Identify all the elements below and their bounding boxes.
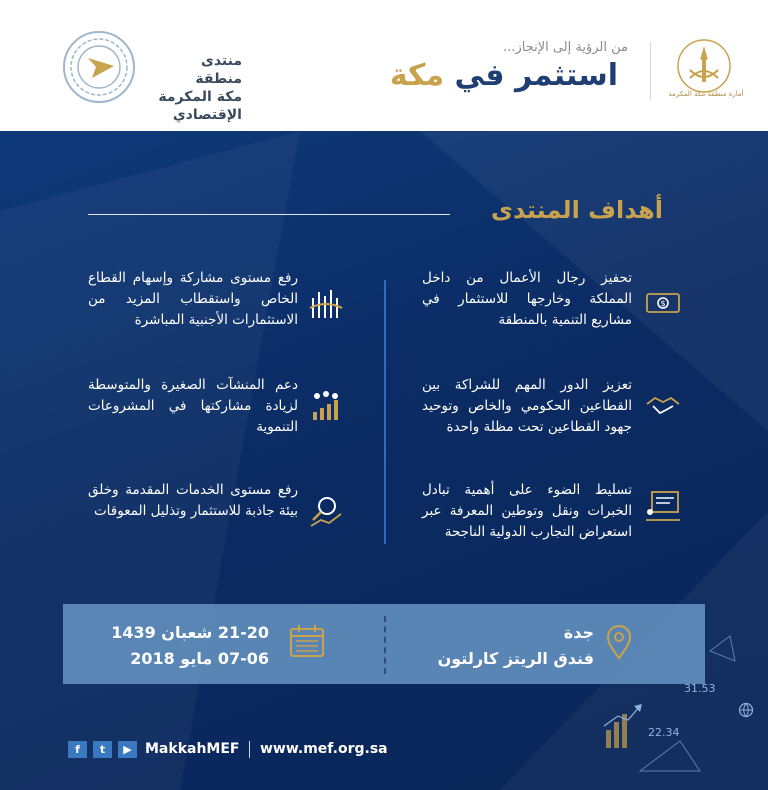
saudi-emblem-icon — [676, 38, 732, 94]
forum-title-line2: مكة المكرمة — [158, 89, 242, 105]
event-location — [438, 620, 594, 672]
event-dates — [111, 620, 269, 672]
goal-right-3: تسليط الضوء على أهمية تبادل الخبرات ونقل وتوطين المعرفة عبر استعراض التجارب الدولية الناجحة — [422, 482, 632, 540]
emblem-caption: أمارة منطقة مكة المكرمة — [668, 90, 744, 98]
globe-icon — [738, 702, 754, 718]
raised-hands-icon — [307, 284, 345, 322]
center-divider — [384, 280, 386, 544]
invest-slogan-part1: استثمر في — [454, 58, 618, 93]
svg-text:$: $ — [660, 299, 666, 308]
header — [0, 0, 768, 131]
event-divider — [384, 616, 386, 674]
tagline: من الرؤية إلى الإنجاز... — [503, 40, 628, 55]
goal-right-1: تحفيز رجال الأعمال من داخل المملكة وخارجها للاستثمار في مشاريع التنمية بالمنطقة — [422, 270, 632, 328]
magnifier-chart-icon — [307, 492, 345, 530]
title-underline — [88, 214, 450, 215]
decor-bars-icon — [600, 700, 660, 750]
event-gregorian-date: 07-06 مايو 2018 — [130, 649, 269, 668]
invest-slogan — [390, 58, 618, 93]
event-city: جدة — [563, 623, 594, 642]
decor-number-1: 31.53 — [684, 682, 716, 695]
forum-title-line1: منتدى منطقة — [195, 53, 242, 87]
forum-title-line3: الإقتصادي — [172, 107, 242, 123]
footer-divider — [249, 741, 250, 758]
goal-left-1: رفع مستوى مشاركة وإسهام القطاع الخاص واستقطاب المزيد من الاستثمارات الأجنبية المباشرة — [88, 270, 298, 328]
event-hijri-date: 21-20 شعبان 1439 — [111, 623, 269, 642]
forum-title — [150, 52, 242, 124]
location-pin-icon — [600, 624, 638, 662]
section-title: أهداف المنتدى — [491, 196, 663, 224]
goal-left-2: دعم المنشآت الصغيرة والمتوسطة لزيادة مشاركتها في المشروعات التنموية — [88, 377, 298, 435]
social-handle[interactable]: MakkahMEF — [145, 741, 240, 757]
money-icon — [644, 284, 682, 322]
decor-number-2: 22.34 — [648, 726, 680, 739]
forum-logo-icon — [62, 30, 136, 104]
handshake-icon — [644, 386, 682, 424]
calendar-icon — [288, 622, 326, 660]
facebook-icon[interactable]: f — [68, 741, 87, 758]
team-growth-icon — [307, 386, 345, 424]
presentation-icon — [644, 486, 682, 524]
youtube-icon[interactable]: ▶ — [118, 741, 137, 758]
header-divider — [650, 42, 651, 100]
twitter-icon[interactable]: t — [93, 741, 112, 758]
goal-right-2: تعزيز الدور المهم للشراكة بين القطاعين الحكومي والخاص وتوحيد جهود القطاعين تحت مظلة واحدة — [422, 377, 632, 435]
event-venue: فندق الريتز كارلتون — [437, 649, 594, 668]
invest-slogan-part2: مكة — [389, 58, 445, 93]
website-link[interactable]: www.mef.org.sa — [260, 741, 388, 757]
goal-left-3: رفع مستوى الخدمات المقدمة وخلق بيئة جاذبة للاستثمار وتذليل المعوقات — [88, 482, 298, 519]
